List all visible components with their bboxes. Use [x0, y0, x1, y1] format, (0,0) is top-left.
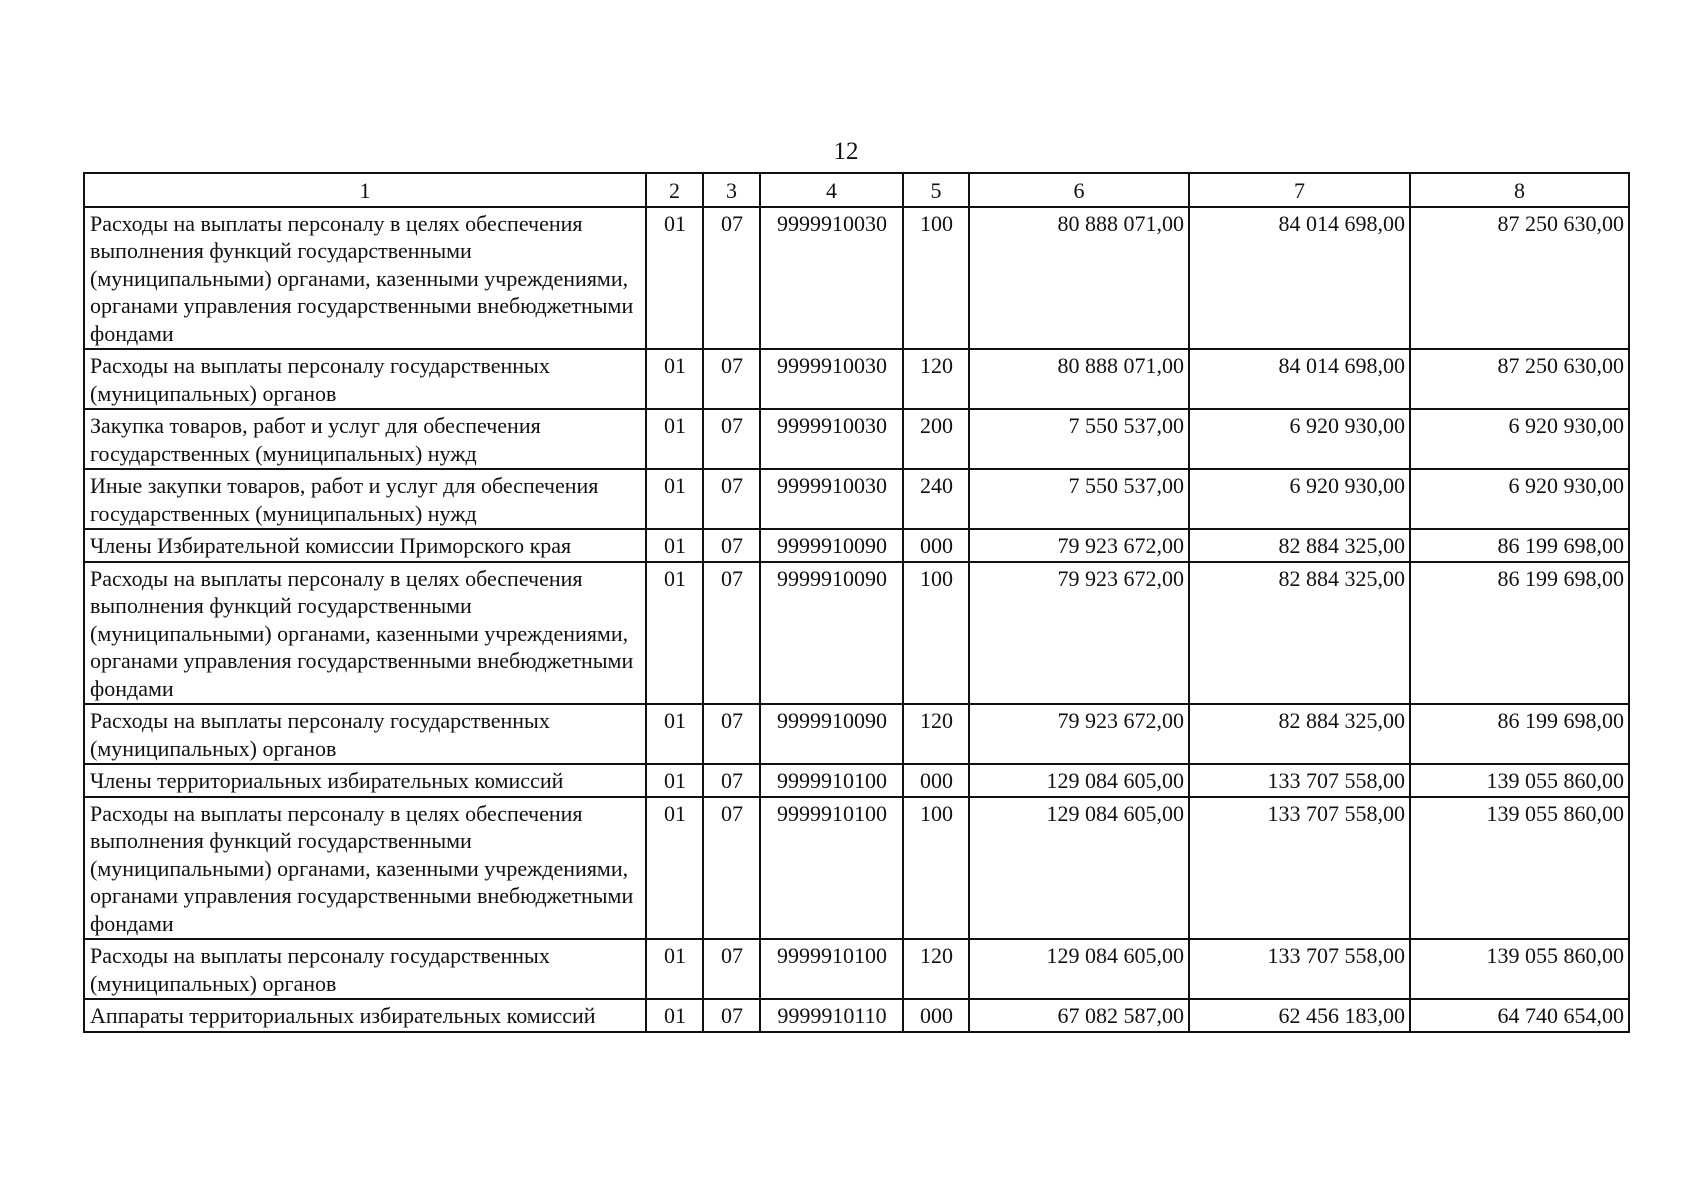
amount-col-8: 87 250 630,00	[1410, 349, 1629, 409]
subsection-code: 07	[703, 939, 760, 999]
amount-col-7: 62 456 183,00	[1189, 999, 1410, 1032]
amount-col-8: 139 055 860,00	[1410, 939, 1629, 999]
amount-col-8: 64 740 654,00	[1410, 999, 1629, 1032]
expense-type-code: 100	[903, 207, 969, 350]
amount-col-7: 82 884 325,00	[1189, 562, 1410, 705]
subsection-code: 07	[703, 704, 760, 764]
expense-name: Расходы на выплаты персоналу в целях обеспечения выполнения функций государственными (муниципальными) органами, казенными учреждениями, органами управления государственными внебюджетными фондами	[84, 797, 646, 940]
amount-col-6: 79 923 672,00	[969, 704, 1189, 764]
expense-type-code: 000	[903, 999, 969, 1032]
amount-col-6: 129 084 605,00	[969, 764, 1189, 797]
col-header-2: 2	[646, 173, 703, 207]
section-code: 01	[646, 469, 703, 529]
target-article-code: 9999910090	[760, 529, 903, 562]
target-article-code: 9999910100	[760, 797, 903, 940]
expense-name: Расходы на выплаты персоналу в целях обеспечения выполнения функций государственными (муниципальными) органами, казенными учреждениями, органами управления государственными внебюджетными фондами	[84, 562, 646, 705]
subsection-code: 07	[703, 409, 760, 469]
amount-col-8: 6 920 930,00	[1410, 409, 1629, 469]
target-article-code: 9999910030	[760, 207, 903, 350]
expense-type-code: 000	[903, 529, 969, 562]
section-code: 01	[646, 764, 703, 797]
amount-col-6: 80 888 071,00	[969, 207, 1189, 350]
col-header-1: 1	[84, 173, 646, 207]
amount-col-7: 82 884 325,00	[1189, 529, 1410, 562]
expense-name: Иные закупки товаров, работ и услуг для обеспечения государственных (муниципальных) нужд	[84, 469, 646, 529]
expense-name: Расходы на выплаты персоналу в целях обеспечения выполнения функций государственными (муниципальными) органами, казенными учреждениями, органами управления государственными внебюджетными фондами	[84, 207, 646, 350]
section-code: 01	[646, 349, 703, 409]
col-header-8: 8	[1410, 173, 1629, 207]
expense-type-code: 240	[903, 469, 969, 529]
table-row	[84, 797, 1629, 940]
amount-col-7: 84 014 698,00	[1189, 207, 1410, 350]
amount-col-7: 133 707 558,00	[1189, 797, 1410, 940]
subsection-code: 07	[703, 349, 760, 409]
table-row	[84, 207, 1629, 350]
subsection-code: 07	[703, 999, 760, 1032]
target-article-code: 9999910100	[760, 939, 903, 999]
expense-type-code: 200	[903, 409, 969, 469]
expense-name: Аппараты территориальных избирательных комиссий	[84, 999, 646, 1032]
section-code: 01	[646, 207, 703, 350]
amount-col-7: 6 920 930,00	[1189, 409, 1410, 469]
amount-col-8: 86 199 698,00	[1410, 704, 1629, 764]
expense-type-code: 000	[903, 764, 969, 797]
amount-col-6: 79 923 672,00	[969, 562, 1189, 705]
amount-col-7: 6 920 930,00	[1189, 469, 1410, 529]
col-header-4: 4	[760, 173, 903, 207]
amount-col-7: 133 707 558,00	[1189, 764, 1410, 797]
col-header-6: 6	[969, 173, 1189, 207]
section-code: 01	[646, 797, 703, 940]
amount-col-7: 133 707 558,00	[1189, 939, 1410, 999]
amount-col-6: 7 550 537,00	[969, 409, 1189, 469]
subsection-code: 07	[703, 207, 760, 350]
table-row	[84, 529, 1629, 562]
amount-col-8: 86 199 698,00	[1410, 562, 1629, 705]
expense-type-code: 120	[903, 704, 969, 764]
expense-type-code: 120	[903, 939, 969, 999]
table-row	[84, 469, 1629, 529]
page-number: 12	[833, 138, 859, 165]
amount-col-8: 6 920 930,00	[1410, 469, 1629, 529]
section-code: 01	[646, 562, 703, 705]
subsection-code: 07	[703, 469, 760, 529]
subsection-code: 07	[703, 764, 760, 797]
section-code: 01	[646, 704, 703, 764]
expense-name: Расходы на выплаты персоналу государственных (муниципальных) органов	[84, 349, 646, 409]
amount-col-6: 7 550 537,00	[969, 469, 1189, 529]
table-row	[84, 562, 1629, 705]
expense-type-code: 100	[903, 562, 969, 705]
target-article-code: 9999910100	[760, 764, 903, 797]
expense-name: Члены территориальных избирательных комиссий	[84, 764, 646, 797]
amount-col-8: 139 055 860,00	[1410, 764, 1629, 797]
col-header-5: 5	[903, 173, 969, 207]
subsection-code: 07	[703, 562, 760, 705]
amount-col-6: 79 923 672,00	[969, 529, 1189, 562]
table-row	[84, 764, 1629, 797]
target-article-code: 9999910090	[760, 562, 903, 705]
col-header-3: 3	[703, 173, 760, 207]
header-row	[84, 173, 1629, 207]
amount-col-7: 82 884 325,00	[1189, 704, 1410, 764]
expense-name: Расходы на выплаты персоналу государственных (муниципальных) органов	[84, 704, 646, 764]
section-code: 01	[646, 939, 703, 999]
amount-col-6: 129 084 605,00	[969, 939, 1189, 999]
amount-col-7: 84 014 698,00	[1189, 349, 1410, 409]
budget-table	[83, 172, 1630, 1033]
target-article-code: 9999910110	[760, 999, 903, 1032]
table-row	[84, 704, 1629, 764]
section-code: 01	[646, 529, 703, 562]
target-article-code: 9999910030	[760, 349, 903, 409]
amount-col-8: 139 055 860,00	[1410, 797, 1629, 940]
expense-type-code: 100	[903, 797, 969, 940]
table-row	[84, 349, 1629, 409]
subsection-code: 07	[703, 797, 760, 940]
expense-type-code: 120	[903, 349, 969, 409]
subsection-code: 07	[703, 529, 760, 562]
amount-col-8: 87 250 630,00	[1410, 207, 1629, 350]
target-article-code: 9999910090	[760, 704, 903, 764]
section-code: 01	[646, 409, 703, 469]
table-row	[84, 999, 1629, 1032]
section-code: 01	[646, 999, 703, 1032]
amount-col-6: 67 082 587,00	[969, 999, 1189, 1032]
table-row	[84, 409, 1629, 469]
expense-name: Закупка товаров, работ и услуг для обеспечения государственных (муниципальных) нужд	[84, 409, 646, 469]
amount-col-6: 80 888 071,00	[969, 349, 1189, 409]
expense-name: Расходы на выплаты персоналу государственных (муниципальных) органов	[84, 939, 646, 999]
table-row	[84, 939, 1629, 999]
amount-col-8: 86 199 698,00	[1410, 529, 1629, 562]
amount-col-6: 129 084 605,00	[969, 797, 1189, 940]
col-header-7: 7	[1189, 173, 1410, 207]
expense-name: Члены Избирательной комиссии Приморского края	[84, 529, 646, 562]
target-article-code: 9999910030	[760, 409, 903, 469]
target-article-code: 9999910030	[760, 469, 903, 529]
